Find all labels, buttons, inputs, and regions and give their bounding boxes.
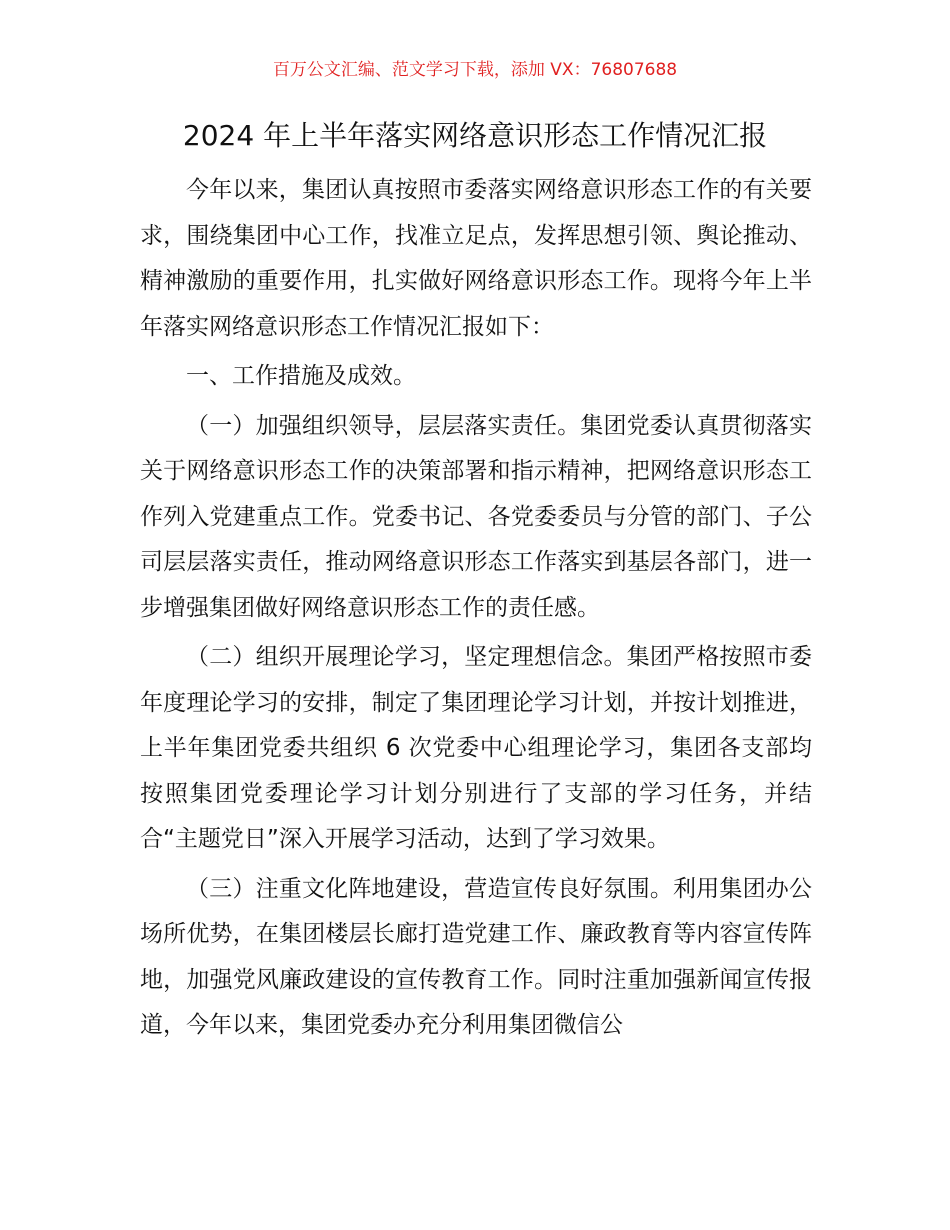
document-title: 2024 年上半年落实网络意识形态工作情况汇报 [182,119,768,152]
paragraph-item-3: （三）注重文化阵地建设，营造宣传良好氛围。利用集团办公场所优势，在集团楼层长廊打造党建工作、廉政教育等内容宣传阵地，加强党风廉政建设的宣传教育工作。同时注重加强新闻宣传报道，今年以来，集团党委办充分利用集团微信公 [140,875,812,1038]
paragraph-item-1: （一）加强组织领导，层层落实责任。集团党委认真贯彻落实关于网络意识形态工作的决策部署和指示精神，把网络意识形态工作列入党建重点工作。党委书记、各党委委员与分管的部门、子公司层层落实责任，推动网络意识形态工作落实到基层各部门，进一步增强集团做好网络意识形态工作的责任感。 [140,412,812,621]
header-banner: 百万公文汇编、范文学习下载，添加 VX：76807688 [272,60,678,80]
document-body [140,168,812,1049]
paragraph-item-2: （二）组织开展理论学习，坚定理想信念。集团严格按照市委年度理论学习的安排，制定了集团理论学习计划，并按计划推进，上半年集团党委共组织 6 次党委中心组理论学习，集团各支部均按照集团党委理论学习计划分别进行了支部的学习任务，并结合“主题党日”深入开展学习活动，达到了学习效果。 [140,644,812,852]
section-heading: 一、工作措施及成效。 [186,363,416,389]
paragraph-intro: 今年以来，集团认真按照市委落实网络意识形态工作的有关要求，围绕集团中心工作，找准立足点，发挥思想引领、舆论推动、精神激励的重要作用，扎实做好网络意识形态工作。现将今年上半年落实网络意识形态工作情况汇报如下： [140,177,812,340]
